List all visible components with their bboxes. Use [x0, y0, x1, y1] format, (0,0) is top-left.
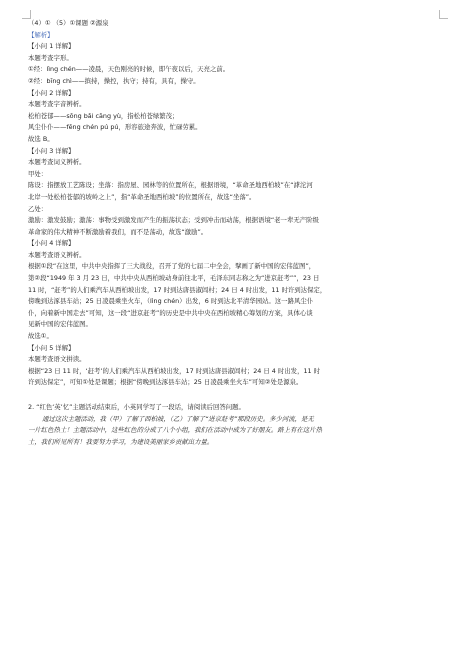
text-line: 北岸一处松柏苍郁的坡岭之上”，指“革命圣地西柏坡”的位置所在，故选“坐落”。 [28, 192, 256, 201]
text-line: 第②段“1949 年 3 月 23 日，中共中央从西柏坡动身前往北平，毛泽东同志称之为“进京赶考””，23 日 [28, 274, 320, 283]
question-body-line: 土，我们所见所有！我要努力学习，为建设美丽家乡贡献出力量。 [28, 437, 214, 446]
text-line: 根据“23 日 11 时，‘赶考’的人们乘汽车从西柏坡出发，17 时到达唐县淑闾村；24 日 4 时出发，11 时 [28, 366, 321, 375]
text-line: 甲处： [28, 169, 48, 178]
text-line: 【小问 2 详解】 [28, 88, 75, 97]
text-line: 11 时，“赶考”的人们乘汽车从西柏坡出发，17 时到达唐县淑闾村；24 日 4 时出发，11 时许到达保定， [28, 285, 327, 294]
text-line: 故选 B。 [28, 134, 54, 143]
text-line: 许到达保定”，可知①处是课题；根据“傍晚到达涿县车站；25 日凌晨乘坐火车”可知②处是源泉。 [28, 378, 303, 387]
question-body-line: 一片红色热土！主题活动中，这些红色的分成了八个小组，我们在活动中成为了好朋友。路上有在这片热 [28, 426, 322, 435]
question-number: 2. [28, 403, 35, 411]
text-line: 本题考查词义辨析。 [28, 158, 86, 167]
text-line: ①经：lìng chén——凌晨，天色刚亮的时候，即午夜以后，天亮之前。 [28, 65, 230, 74]
corner-mark-right [439, 10, 448, 19]
question-title-text: “红色‘英’忆”主题活动结束后，小英同学写了一段话，请阅读后回答问题。 [36, 403, 245, 411]
text-line: 本题考查语义辨析。 [28, 250, 86, 259]
text-line: 乙处： [28, 204, 48, 213]
question-title [28, 402, 440, 414]
question-body-line: 通过这次主题活动，我（甲）了解了西柏坡，（乙）了解了“进京赶考”那段历史。多少河流，是无 [42, 414, 314, 423]
text-line: 激励：激发鼓励；激荡：事物受到激发而产生的振荡状态；受到冲击而动荡，根据语境“老一辈无产阶级 [28, 216, 319, 225]
text-line: 仆，向着新中国走去”可知，这一段“进京赶考”的历史是中共中央在西柏坡精心筹划的方案，具体心谈 [28, 308, 313, 317]
text-line: ②经：bīng chì——摈持，操控，执守；持有，具有，操守。 [28, 76, 200, 85]
text-line: 傍晚到达涿县车站；25 日凌晨乘坐火车，（lìng chén）出发，6 时到达北平清华园站。这一路风尘仆 [28, 297, 314, 306]
answer-section [28, 18, 440, 389]
document-body [28, 18, 440, 448]
text-line: 【小问 1 详解】 [28, 42, 75, 51]
text-line: 本题考查语文拼读。 [28, 355, 86, 364]
text-line: 风尘仆仆——fēng chén pú pú，形容旅途奔波，忙碌劳累。 [28, 123, 202, 132]
text-line: 根据①段“在这里，中共中央指挥了三大战役，召开了党的七届二中全会，擘画了新中国的宏伟蓝图”， [28, 262, 316, 271]
text-line: 陈设：指摆放工艺陈设；坐落：指房屋、园林等的位置所在，根据语境，“革命圣地西柏坡”在“滹沱河 [28, 181, 313, 190]
text-line: 故选①。 [28, 332, 53, 341]
text-line: 【解析】 [28, 30, 54, 39]
text-line: 革命家的伟大精神不断激励着我们，而不是荡动，故选“激励”。 [28, 227, 208, 236]
text-line: 松柏苍郁——sōng bǎi cāng yù，指松柏苍绿繁茂； [28, 111, 179, 120]
text-line: 见新中国的宏伟蓝图。 [28, 320, 92, 329]
text-line: （4）① （5）①课题 ②源泉 [28, 19, 109, 27]
text-line: 【小问 5 详解】 [28, 343, 75, 352]
text-line: 本题考查字形。 [28, 53, 73, 62]
text-line: 【小问 4 详解】 [28, 239, 75, 248]
question-body [28, 414, 440, 449]
text-line: 本题考查字音辨析。 [28, 100, 86, 109]
text-line: 【小问 3 详解】 [28, 146, 75, 155]
